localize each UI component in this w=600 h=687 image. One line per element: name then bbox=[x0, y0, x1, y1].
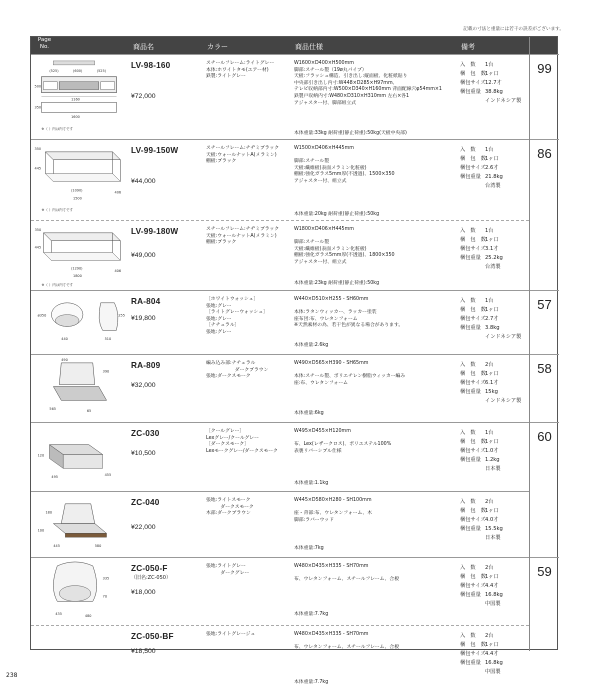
product-color: ［クールグレー］ Lexグレー/クールグレー ［ダークスモーク］ Lexモークグレー/ダークスモーク bbox=[206, 429, 278, 454]
remark-line: 入 数 2台 bbox=[460, 362, 494, 368]
page-ref: 60 bbox=[530, 422, 559, 557]
dim-note: ※（ ）内は内寸です bbox=[41, 283, 74, 288]
remark-line: 中国製 bbox=[485, 668, 501, 675]
remark-line: 梱包重量 38.8kg bbox=[460, 88, 503, 95]
product-remarks bbox=[460, 297, 528, 342]
dim-label: (1090) bbox=[71, 188, 83, 193]
product-color: 張地:ライトグレー ダークグレー bbox=[206, 564, 250, 576]
dim-label: 565 bbox=[49, 407, 56, 412]
page-ref: 59 bbox=[530, 557, 559, 651]
remark-line: 梱 包 数1ヶ口 bbox=[460, 507, 499, 514]
product-price: ¥18,000 bbox=[131, 589, 156, 596]
dim-label: 350 bbox=[34, 146, 42, 151]
product-weight: 本体重量:6kg bbox=[294, 411, 324, 416]
dim-label: 445 bbox=[34, 166, 42, 171]
product-table bbox=[30, 36, 558, 685]
product-remarks bbox=[460, 227, 528, 272]
dim-label: 350 bbox=[34, 227, 42, 232]
product-weight: 本体重量:33kg 耐荷重(静止荷重):50kg(天板中央部) bbox=[294, 131, 407, 136]
remark-line: 梱包重量 25.2kg bbox=[460, 254, 503, 261]
product-code: ZC-040 bbox=[131, 498, 160, 507]
dim-label: ø350 bbox=[37, 313, 47, 318]
remark-line: 梱包重量 1.2kg bbox=[460, 456, 500, 463]
remark-line: 入 数 1台 bbox=[460, 228, 494, 234]
product-remarks bbox=[460, 361, 528, 406]
remark-line: 台湾製 bbox=[485, 182, 501, 189]
dim-label: 580 bbox=[94, 544, 102, 549]
product-row bbox=[31, 557, 529, 625]
product-row bbox=[31, 220, 529, 290]
page-ref: 86 bbox=[530, 139, 559, 290]
remark-line: 梱包重量 15.5kg bbox=[460, 525, 503, 532]
dim-label: 435 bbox=[55, 612, 62, 617]
remark-line: 梱包サイズ2.6才 bbox=[460, 164, 499, 171]
page-ref: 99 bbox=[530, 54, 559, 139]
remark-line: 日本製 bbox=[485, 534, 501, 541]
product-weight: 本体重量:20kg 耐荷重(静止荷重):50kg bbox=[294, 212, 380, 217]
remark-line: 梱 包 数1ヶ口 bbox=[460, 370, 499, 377]
dim-label: 490 bbox=[61, 357, 68, 362]
dim-label: 406 bbox=[114, 190, 122, 195]
dim-label: 440 bbox=[61, 337, 68, 342]
dim-label: 445 bbox=[34, 245, 42, 250]
product-row bbox=[31, 491, 529, 557]
remark-line: 入 数 1台 bbox=[460, 62, 494, 68]
product-remarks bbox=[460, 632, 528, 677]
product-spec: W480×D435×H335・SH70mm 布、ウレタンフォーム、スチールフレーム、合板 bbox=[294, 632, 400, 651]
dim-label: 180 bbox=[45, 510, 53, 515]
table-header bbox=[31, 37, 557, 54]
product-remarks bbox=[460, 146, 528, 191]
product-sketch bbox=[31, 423, 125, 491]
dim-label: 335 bbox=[102, 576, 110, 581]
remark-line: 梱 包 数1ヶ口 bbox=[460, 573, 499, 580]
product-row bbox=[31, 625, 529, 687]
product-sketch bbox=[31, 558, 125, 625]
remark-line: 梱包サイズ1.0才 bbox=[460, 447, 499, 454]
remark-line: 梱包サイズ3.1才 bbox=[460, 245, 499, 252]
product-sketch bbox=[31, 140, 125, 220]
product-row bbox=[31, 54, 529, 139]
product-price: ¥19,800 bbox=[131, 315, 156, 322]
remark-line: 中国製 bbox=[485, 600, 501, 607]
product-remarks bbox=[460, 498, 528, 543]
product-spec: W480×D435×H335・SH70mm 布、ウレタンフォーム、スチールフレーム、合板 bbox=[294, 564, 400, 583]
product-remarks bbox=[460, 61, 528, 106]
product-row bbox=[31, 290, 529, 354]
product-spec: W440×D510×H255・SH60mm 本体:ラタンウィッカー、ラッカー塗装 座布団:布、ウレタンフォーム ※天然素材の為、若干色が異なる場合があります。 bbox=[294, 297, 404, 329]
dim-label: 390 bbox=[102, 369, 110, 374]
remark-line: 梱包重量 16.8kg bbox=[460, 591, 503, 598]
dim-label: 120 bbox=[37, 453, 45, 458]
remark-line: 入 数 2台 bbox=[460, 565, 494, 571]
remark-line: 入 数 1台 bbox=[460, 147, 494, 153]
dim-label: 350 bbox=[34, 105, 42, 110]
page-ref: 58 bbox=[530, 354, 559, 422]
product-weight: 本体重量:2.6kg bbox=[294, 343, 329, 348]
dim-label: 510 bbox=[104, 337, 112, 342]
product-row bbox=[31, 354, 529, 422]
dim-label: 455 bbox=[104, 473, 112, 478]
product-weight: 本体重量:7.7kg bbox=[294, 680, 329, 685]
product-price: ¥32,000 bbox=[131, 382, 156, 389]
remark-line: 入 数 1台 bbox=[460, 298, 494, 304]
product-color: ［ホワイトウォッシュ］ 張地:グレー ［ライトグレーウォッシュ］ 張地:グレー ［ナチュラル］ 張地:グレー bbox=[206, 297, 268, 335]
page-number: 238 bbox=[6, 672, 18, 679]
dim-label: (525) bbox=[49, 68, 59, 73]
product-color: スチールフレーム:ライトグレー 本体:ホワイトタモ(エアー材) 鉄製:ライトグレー bbox=[206, 61, 275, 80]
product-remarks bbox=[460, 564, 528, 609]
remark-line: インドネシア製 bbox=[485, 333, 522, 340]
product-sketch bbox=[31, 221, 125, 290]
dim-label: 1600 bbox=[71, 115, 80, 120]
product-spec: W445×D580×H280・SH100mm 座・背部:布、ウレタンフォーム、木 脚部:ラバーウッド bbox=[294, 498, 373, 523]
product-price: ¥49,000 bbox=[131, 252, 156, 259]
product-price: ¥10,500 bbox=[131, 450, 156, 457]
header-page-no: Page No. bbox=[37, 37, 52, 50]
remark-line: 梱包重量 16.8kg bbox=[460, 659, 503, 666]
product-code: ZC-050-F bbox=[131, 564, 168, 573]
header-product-name: 商品名 bbox=[133, 43, 154, 51]
product-code: ZC-030 bbox=[131, 429, 160, 438]
dim-label: 495 bbox=[51, 475, 58, 480]
dim-label: 255 bbox=[118, 313, 125, 318]
product-spec: W1800×D406×H445mm 脚部:スチール製 天板:繊維板(表面メラミン化粧板) 棚板:強化ガラス5mm厚(不透過)、1800×350 アジャスター付、組立式 bbox=[294, 227, 395, 265]
product-spec: W1500×D406×H445mm 脚部:スチール製 天板:繊維板(表面メラミン化粧板) 棚板:強化ガラス5mm厚(不透過)、1500×350 アジャスター付、組立式 bbox=[294, 146, 395, 184]
remark-line: 梱包サイズ12.7才 bbox=[460, 79, 502, 86]
product-color: 張地:ライトグレージュ bbox=[206, 632, 256, 637]
product-spec: W1600×D400×H500mm 脚部:スチール製（19ø丸パイプ） 天板:フラッシュ構造、引き出し:縦面板、化粧紙貼り 中央部引き出し内寸:W448×D285×H97mm、 テレビ収納部内寸:W500×D340×H160mm 背面配線穴φ54mm×1 鉄製戸収納内寸:W480×D310×H310mm 左右×各1 アジャスター付、脚部組立式 bbox=[294, 61, 442, 106]
remark-line: 梱 包 数1ヶ口 bbox=[460, 306, 499, 313]
product-row bbox=[31, 139, 529, 220]
dim-note: ※（ ）内は内寸です bbox=[41, 127, 73, 132]
product-code: RA-809 bbox=[131, 361, 161, 370]
remark-line: 台湾製 bbox=[485, 263, 501, 270]
product-sketch bbox=[31, 291, 125, 354]
remark-line: 梱包サイズ4.0才 bbox=[460, 516, 499, 523]
remark-line: 梱包サイズ6.1才 bbox=[460, 379, 499, 386]
remark-line: 梱包サイズ4.4才 bbox=[460, 650, 499, 657]
product-former-name: （旧名:ZC-050） bbox=[131, 575, 171, 581]
dim-label: (600) bbox=[73, 68, 83, 73]
dim-label: 406 bbox=[114, 269, 122, 274]
remark-line: 梱包重量 21.8kg bbox=[460, 173, 503, 180]
remark-line: 日本製 bbox=[485, 465, 501, 472]
header-remarks: 備考 bbox=[461, 43, 475, 51]
product-sketch bbox=[31, 55, 125, 139]
product-weight: 本体重量:23kg 耐荷重(静止荷重):50kg bbox=[294, 281, 380, 286]
dim-label: 480 bbox=[84, 614, 92, 619]
remark-line: 入 数 2台 bbox=[460, 633, 494, 639]
header-color: カラー bbox=[207, 43, 228, 51]
dim-label: 1500 bbox=[73, 196, 82, 201]
dim-label: 445 bbox=[53, 544, 60, 549]
dim-label: (1290) bbox=[71, 266, 83, 271]
remark-line: 梱 包 数1ヶ口 bbox=[460, 155, 499, 162]
product-spec: W490×D565×H390・SH65mm 本体:スチール製、ポリエチレン樹脂ウィッカー編み 座:布、ウレタンフォーム bbox=[294, 361, 406, 386]
product-price: ¥22,000 bbox=[131, 524, 156, 531]
dim-label: 1800 bbox=[73, 274, 82, 279]
product-code: LV-99-180W bbox=[131, 227, 179, 236]
dimension-note: 記載の寸法と重量には若干の誤差がございます。 bbox=[463, 27, 564, 32]
remark-line: 入 数 1台 bbox=[460, 430, 494, 436]
header-spec: 商品仕様 bbox=[295, 43, 323, 51]
remark-line: 梱包重量 15kg bbox=[460, 388, 498, 395]
page-ref: 57 bbox=[530, 290, 559, 354]
product-color: 編み込み部:ナチュラル ダークブラウン 張地:ダークスモーク bbox=[206, 361, 269, 380]
remark-line: インドネシア製 bbox=[485, 397, 522, 404]
product-color: スチールフレーム:チヂミブラック 天板:ウォールナットA(メラミン) 棚板:ブラック bbox=[206, 146, 280, 165]
remark-line: 入 数 2台 bbox=[460, 499, 494, 505]
remark-line: 梱包サイズ4.4才 bbox=[460, 582, 499, 589]
product-price: ¥44,000 bbox=[131, 178, 156, 185]
dim-label: 65 bbox=[86, 409, 92, 414]
product-row bbox=[31, 422, 529, 491]
dim-label: 70 bbox=[102, 594, 108, 599]
product-code: LV-98-160 bbox=[131, 61, 171, 70]
product-sketch bbox=[31, 355, 125, 422]
product-sketch bbox=[31, 626, 125, 687]
product-price: ¥72,000 bbox=[131, 93, 156, 100]
dim-label: 1160 bbox=[71, 97, 80, 102]
dim-note: ※（ ）内は内寸です bbox=[41, 208, 73, 213]
remark-line: 梱 包 数1ヶ口 bbox=[460, 438, 499, 445]
product-weight: 本体重量:7kg bbox=[294, 546, 324, 551]
product-sketch bbox=[31, 492, 125, 557]
remark-line: 梱 包 数1ヶ口 bbox=[460, 641, 499, 648]
dim-label: 100 bbox=[37, 528, 45, 533]
remark-line: インドネシア製 bbox=[485, 97, 522, 104]
remark-line: 梱包サイズ2.7才 bbox=[460, 315, 499, 322]
product-remarks bbox=[460, 429, 528, 474]
dim-label: 500 bbox=[34, 84, 42, 89]
product-weight: 本体重量:1.1kg bbox=[294, 481, 329, 486]
product-code: ZC-050-BF bbox=[131, 632, 174, 641]
product-color: スチールフレーム:チヂミブラック 天板:ウォールナットA(メラミン) 棚板:ブラック bbox=[206, 227, 280, 246]
remark-line: 梱 包 数1ヶ口 bbox=[460, 236, 499, 243]
remark-line: 梱 包 数1ヶ口 bbox=[460, 70, 499, 77]
product-code: LV-99-150W bbox=[131, 146, 179, 155]
product-code: RA-804 bbox=[131, 297, 161, 306]
product-spec: W495×D455×H120mm 布、Lex(レザークロス)、ポリエステル100% 表裏リバーシブル仕様 bbox=[294, 429, 392, 454]
dim-label: (525) bbox=[96, 68, 107, 73]
product-weight: 本体重量:7.7kg bbox=[294, 612, 329, 617]
product-color: 張地:ライトスモーク ダークスモーク 木部:ダークブラウン bbox=[206, 498, 254, 517]
product-price: ¥18,500 bbox=[131, 648, 156, 655]
remark-line: 梱包重量 3.8kg bbox=[460, 324, 500, 331]
